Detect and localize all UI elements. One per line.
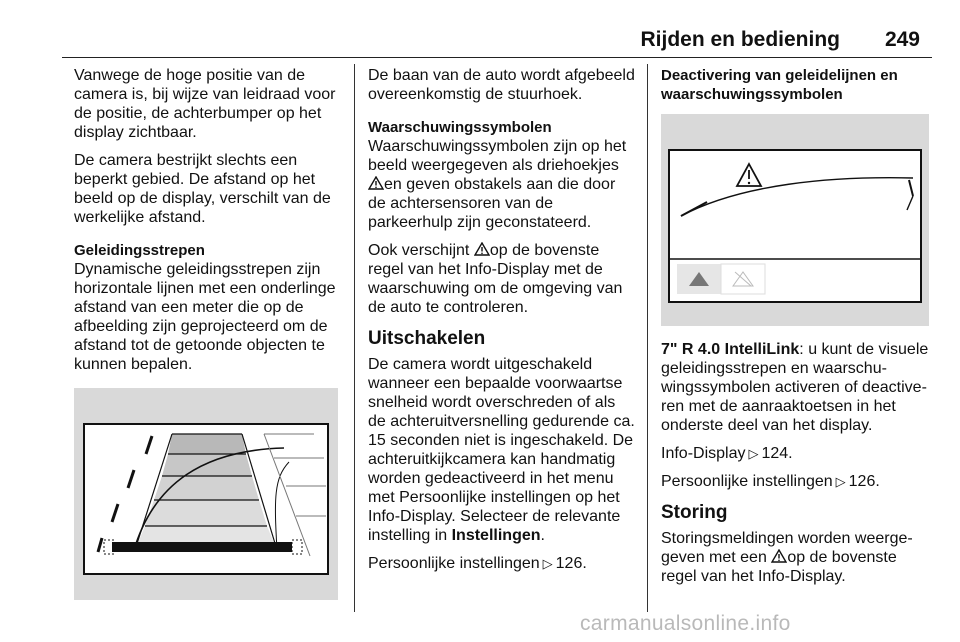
guidelines-illustration — [74, 388, 338, 600]
page-reference-link[interactable]: 126. — [555, 555, 587, 572]
heading-uitschakelen: Uitschakelen — [368, 328, 486, 349]
reference-arrow-icon: ▷ — [748, 446, 759, 461]
page-number: 249 — [884, 28, 920, 51]
reference-arrow-icon: ▷ — [542, 556, 553, 571]
column-3 — [661, 66, 929, 595]
paragraph: 7" R 4.0 IntelliLink: u kunt de visuele geleidingsstrepen en waarschuwingssymbolen activeren of deactiveren met de aanraaktoetsen in het onderste deel van het display. — [661, 341, 929, 434]
display-buttons-figure — [661, 114, 929, 326]
rear-camera-guidelines-figure — [74, 388, 338, 600]
paragraph: Persoonlijke instellingen ▷ 126. — [661, 473, 880, 490]
paragraph: Info-Display ▷ 124. — [661, 445, 793, 462]
paragraph: Vanwege de hoge positie van de camera is, bij wijze van leidraad voor de positie, de achterbumper op het display zichtbaar. — [74, 67, 336, 141]
page-reference-link[interactable]: 126. — [848, 473, 880, 490]
paragraph: Persoonlijke instellingen ▷ 126. — [368, 555, 587, 572]
subheading-deactivation: Deactivering van geleidelijnen en waarschuwingssymbolen — [661, 67, 898, 103]
warning-triangle-icon — [368, 176, 384, 190]
column-divider — [647, 64, 648, 612]
paragraph: Storingsmeldingen worden weergegeven met een op de bovenste regel van het Info-Display. — [661, 530, 913, 585]
column-1 — [74, 66, 342, 600]
watermark: carmanualsonline.info — [580, 612, 791, 635]
paragraph: De camera bestrijkt slechts een beperkt gebied. De afstand op het beeld op de display, verschilt van de werkelijke afstand. — [74, 152, 331, 226]
column-divider — [354, 64, 355, 612]
section-title: Rijden en bediening — [640, 28, 840, 51]
column-2 — [368, 66, 636, 582]
paragraph: De camera wordt uitgeschakeld wanneer een bepaalde voorwaartse snelheid wordt overschreden of als de achteruitversnelling gedurende ca. 15 seconden niet is ingeschakeld. De achteruitkijkcamera kan handmatig worden gedeactiveerd in het menu met Persoonlijke instellingen op het Info-Display. Selecteer de relevante instelling in Instellingen. — [368, 356, 635, 544]
header-rule — [62, 57, 932, 58]
reference-arrow-icon: ▷ — [835, 474, 846, 489]
warning-triangle-icon — [474, 242, 490, 256]
page-header — [62, 18, 932, 58]
page-reference-link[interactable]: 124. — [761, 445, 793, 462]
display-illustration — [661, 114, 929, 326]
paragraph: De baan van de auto wordt afgebeeld overeenkomstig de stuurhoek. — [368, 67, 635, 103]
subheading-guides: Geleidingsstrepen — [74, 242, 205, 259]
paragraph: Ook verschijnt op de bovenste regel van het Info-Display met de waarschuwing om de omgeving van de auto te controleren. — [368, 242, 623, 316]
heading-storing: Storing — [661, 502, 728, 523]
paragraph: Waarschuwingssymbolen zijn op het beeld weergegeven als driehoekjes en geven obstakels aan die door de achtersensoren van de parkeerhulp zijn geconstateerd. — [368, 138, 627, 231]
paragraph: Dynamische geleidingsstrepen zijn horizontale lijnen met een onderlinge afstand van een meter die op de afbeelding zijn geprojecteerd om de afstand tot de getoonde objecten te kunnen bepalen. — [74, 261, 336, 373]
subheading-warning-symbols: Waarschuwingssymbolen — [368, 119, 552, 136]
warning-triangle-icon — [771, 549, 787, 563]
